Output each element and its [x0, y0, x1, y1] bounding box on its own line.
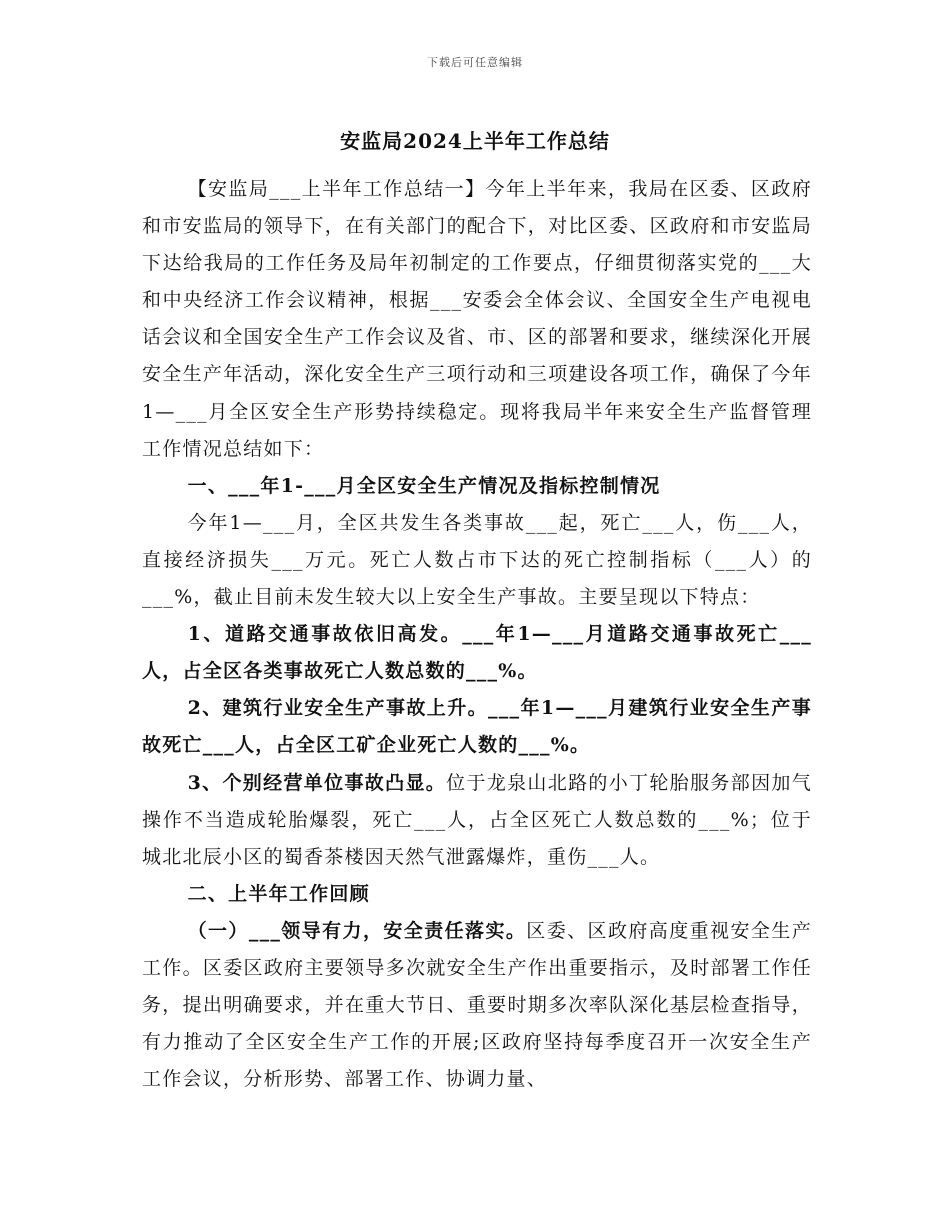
- section1-paragraph: 今年1—___月，全区共发生各类事故___起，死亡___人，伤___人，直接经济损失___万元。死亡人数占市下达的死亡控制指标（___人）的___%，截止目前未发生较大以上安全生产事故。主要呈现以下特点：: [142, 511, 812, 609]
- sub1-lead: （一）___领导有力，安全责任落实。: [187, 919, 527, 942]
- point3-body: 位于龙泉山北路的小丁轮胎服务部因加气操作不当造成轮胎爆裂，死亡___人，占全区死亡人数总数的___%；位于城北北辰小区的蜀香茶楼因天然气泄露爆炸，重伤___人。: [142, 771, 812, 868]
- document-title: 安监局2024上半年工作总结: [340, 129, 610, 153]
- section1-heading: 一、___年1-___月全区安全生产情况及指标控制情况: [187, 474, 661, 497]
- intro-paragraph: 【安监局___上半年工作总结一】今年上半年来，我局在区委、区政府和市安监局的领导下，在有关部门的配合下，对比区委、区政府和市安监局下达给我局的工作任务及局年初制定的工作要点，仔细贯彻落实党的___大和中央经济工作会议精神，根据___安委会全体会议、全国安全生产电视电话会议和全国安全生产工作会议及省、市、区的部署和要求，继续深化开展安全生产年活动，深化安全生产三项行动和三项建设各项工作，确保了今年1—___月全区安全生产形势持续稳定。现将我局半年来安全生产监督管理工作情况总结如下：: [142, 178, 812, 460]
- section2-heading: 二、上半年工作回顾: [187, 882, 370, 905]
- point3-lead: 3、个别经营单位事故凸显。: [187, 771, 447, 794]
- document-body: [142, 171, 812, 1098]
- point2-paragraph: 2、建筑行业安全生产事故上升。___年1—___月建筑行业安全生产事故死亡___人，占全区工矿企业死亡人数的___%。: [142, 697, 812, 757]
- point3-paragraph: [142, 765, 812, 876]
- sub1-paragraph: [142, 913, 812, 1098]
- header-note: 下载后可任意编辑: [427, 56, 523, 69]
- point1-paragraph: 1、道路交通事故依旧高发。___年1—___月道路交通事故死亡___人，占全区各类事故死亡人数总数的___%。: [142, 623, 812, 683]
- sub1-body: 区委、区政府高度重视安全生产工作。区委区政府主要领导多次就安全生产作出重要指示，及时部署工作任务，提出明确要求，并在重大节日、重要时期多次率队深化基层检查指导，有力推动了全区安全生产工作的开展;区政府坚持每季度召开一次安全生产工作会议，分析形势、部署工作、协调力量、: [142, 919, 812, 1091]
